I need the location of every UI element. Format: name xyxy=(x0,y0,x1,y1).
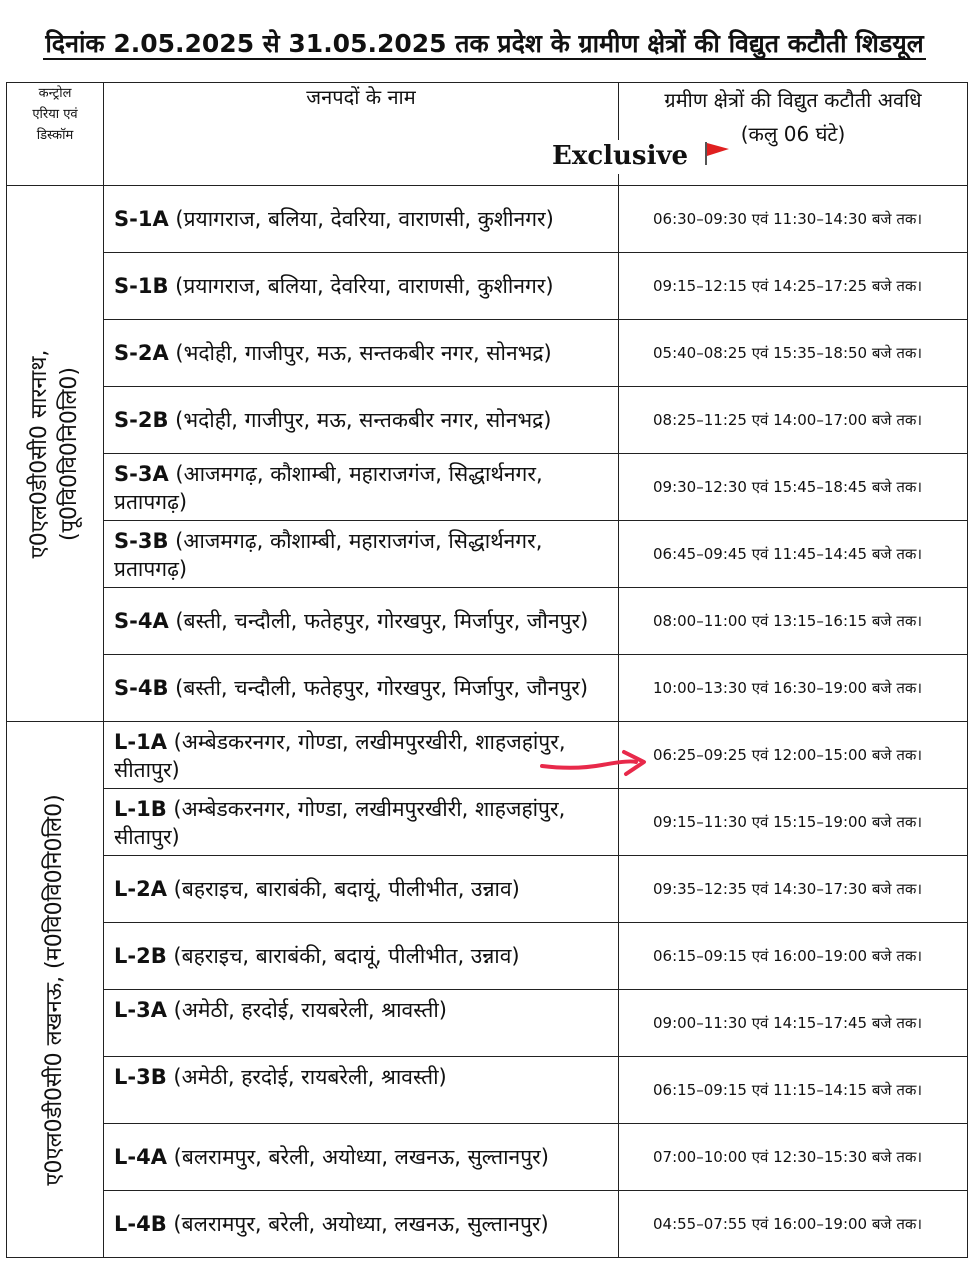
time-cell: 08:25–11:25 एवं 14:00–17:00 बजे तक। xyxy=(619,387,968,454)
time-cell: 07:00–10:00 एवं 12:30–15:30 बजे तक। xyxy=(619,1124,968,1191)
time-cell: 04:55–07:55 एवं 16:00–19:00 बजे तक। xyxy=(619,1191,968,1258)
table-row xyxy=(7,1057,968,1124)
feeder-code: S-1A xyxy=(114,207,169,231)
table-row xyxy=(7,1191,968,1258)
district-list: (बलरामपुर, बरेली, अयोध्या, लखनऊ, सुल्तानपुर) xyxy=(173,1212,549,1236)
table-row xyxy=(7,923,968,990)
feeder-code: S-2B xyxy=(114,408,169,432)
schedule-table xyxy=(6,82,968,1258)
district-cell xyxy=(104,1057,619,1124)
district-list: (आजमगढ़, कौशाम्बी, महाराजगंज, सिद्धार्थनगर, प्रतापगढ़) xyxy=(114,462,543,514)
area-label-sarnath: ए0एल0डी0सी0 सारनाथ, (पू0वि0वि0नि0लि0) xyxy=(27,349,82,558)
red-flag-icon xyxy=(703,140,731,174)
district-cell xyxy=(104,856,619,923)
time-cell: 06:25–09:25 एवं 12:00–15:00 बजे तक। xyxy=(619,722,968,789)
district-list: (बस्ती, चन्दौली, फतेहपुर, गोरखपुर, मिर्जापुर, जौनपुर) xyxy=(175,609,589,633)
header-area-line-1: कन्ट्रोल xyxy=(38,86,72,101)
district-list: (प्रयागराज, बलिया, देवरिया, वाराणसी, कुशीनगर) xyxy=(175,207,554,231)
table-row xyxy=(7,588,968,655)
district-cell xyxy=(104,387,619,454)
time-cell: 05:40–08:25 एवं 15:35–18:50 बजे तक। xyxy=(619,320,968,387)
district-cell xyxy=(104,186,619,253)
feeder-code: S-2A xyxy=(114,341,169,365)
exclusive-badge xyxy=(542,140,741,174)
district-list: (बहराइच, बाराबंकी, बदायूं, पीलीभीत, उन्नाव) xyxy=(173,944,520,968)
district-cell xyxy=(104,320,619,387)
table-row xyxy=(7,722,968,789)
table-row xyxy=(7,454,968,521)
feeder-code: L-2A xyxy=(114,877,167,901)
header-area-line-2: एरिया एवं xyxy=(32,107,78,122)
table-row xyxy=(7,387,968,454)
district-list: (बहराइच, बाराबंकी, बदायूं, पीलीभीत, उन्नाव) xyxy=(173,877,520,901)
district-cell xyxy=(104,588,619,655)
feeder-code: L-1B xyxy=(114,797,167,821)
feeder-code: S-4A xyxy=(114,609,169,633)
district-cell xyxy=(104,1124,619,1191)
district-list: (प्रयागराज, बलिया, देवरिया, वाराणसी, कुशीनगर) xyxy=(175,274,554,298)
district-cell xyxy=(104,1191,619,1258)
feeder-code: L-4B xyxy=(114,1212,167,1236)
district-list: (भदोही, गाजीपुर, मऊ, सन्तकबीर नगर, सोनभद्र) xyxy=(175,341,552,365)
header-area-line-3: डिस्कॉम xyxy=(36,128,74,143)
district-cell xyxy=(104,923,619,990)
feeder-code: L-4A xyxy=(114,1145,167,1169)
time-cell: 09:15–11:30 एवं 15:15–19:00 बजे तक। xyxy=(619,789,968,856)
feeder-code: L-2B xyxy=(114,944,167,968)
area-cell-lucknow xyxy=(7,722,104,1258)
feeder-code: L-3A xyxy=(114,998,167,1022)
area-cell-sarnath xyxy=(7,186,104,722)
table-row xyxy=(7,856,968,923)
district-cell xyxy=(104,990,619,1057)
header-districts: जनपदों के नाम xyxy=(104,83,619,186)
district-list: (अमेठी, हरदोई, रायबरेली, श्रावस्ती) xyxy=(173,998,448,1022)
time-cell: 09:35–12:35 एवं 14:30–17:30 बजे तक। xyxy=(619,856,968,923)
feeder-code: L-3B xyxy=(114,1065,167,1089)
page-title: दिनांक 2.05.2025 से 31.05.2025 तक प्रदेश के ग्रामीण क्षेत्रों की विद्युत कटौती शिडयूल xyxy=(45,29,924,58)
table-row xyxy=(7,253,968,320)
header-duration-line-1: ग्रमीण क्षेत्रों की विद्युत कटौती अवधि xyxy=(664,88,922,112)
header-control-area xyxy=(7,83,104,186)
district-list: (अम्बेडकरनगर, गोण्डा, लखीमपुरखीरी, शाहजहांपुर, सीतापुर) xyxy=(114,797,566,849)
time-cell: 06:15–09:15 एवं 16:00–19:00 बजे तक। xyxy=(619,923,968,990)
district-list: (अमेठी, हरदोई, रायबरेली, श्रावस्ती) xyxy=(173,1065,447,1089)
time-cell: 06:15–09:15 एवं 11:15–14:15 बजे तक। xyxy=(619,1057,968,1124)
time-cell: 06:30–09:30 एवं 11:30–14:30 बजे तक। xyxy=(619,186,968,253)
table-row xyxy=(7,521,968,588)
table-row xyxy=(7,990,968,1057)
district-list: (अम्बेडकरनगर, गोण्डा, लखीमपुरखीरी, शाहजहांपुर, सीतापुर) xyxy=(114,730,566,782)
district-list: (बलरामपुर, बरेली, अयोध्या, लखनऊ, सुल्तानपुर) xyxy=(173,1145,549,1169)
time-cell: 06:45–09:45 एवं 11:45–14:45 बजे तक। xyxy=(619,521,968,588)
table-row xyxy=(7,789,968,856)
time-cell: 09:15–12:15 एवं 14:25–17:25 बजे तक। xyxy=(619,253,968,320)
feeder-code: L-1A xyxy=(114,730,167,754)
exclusive-label: Exclusive xyxy=(552,141,689,171)
time-cell: 10:00–13:30 एवं 16:30–19:00 बजे तक। xyxy=(619,655,968,722)
district-list: (बस्ती, चन्दौली, फतेहपुर, गोरखपुर, मिर्जापुर, जौनपुर) xyxy=(175,676,589,700)
table-row xyxy=(7,186,968,253)
red-arrow-icon xyxy=(540,746,652,782)
feeder-code: S-3B xyxy=(114,529,169,553)
time-cell: 09:00–11:30 एवं 14:15–17:45 बजे तक। xyxy=(619,990,968,1057)
district-cell xyxy=(104,521,619,588)
time-cell: 09:30–12:30 एवं 15:45–18:45 बजे तक। xyxy=(619,454,968,521)
district-list: (आजमगढ़, कौशाम्बी, महाराजगंज, सिद्धार्थनगर, प्रतापगढ़) xyxy=(114,529,543,581)
table-row xyxy=(7,655,968,722)
district-list: (भदोही, गाजीपुर, मऊ, सन्तकबीर नगर, सोनभद्र) xyxy=(175,408,552,432)
feeder-code: S-3A xyxy=(114,462,169,486)
feeder-code: S-1B xyxy=(114,274,169,298)
table-row xyxy=(7,1124,968,1191)
feeder-code: S-4B xyxy=(114,676,169,700)
district-cell xyxy=(104,789,619,856)
district-cell xyxy=(104,454,619,521)
header-duration-line-2: (कलु 06 घंटे) xyxy=(740,122,846,146)
header-row xyxy=(7,83,968,186)
area-label-lucknow: ए0एल0डी0सी0 लखनऊ, (म0वि0वि0नि0लि0) xyxy=(42,793,67,1186)
time-cell: 08:00–11:00 एवं 13:15–16:15 बजे तक। xyxy=(619,588,968,655)
district-cell xyxy=(104,655,619,722)
district-cell xyxy=(104,253,619,320)
table-row xyxy=(7,320,968,387)
